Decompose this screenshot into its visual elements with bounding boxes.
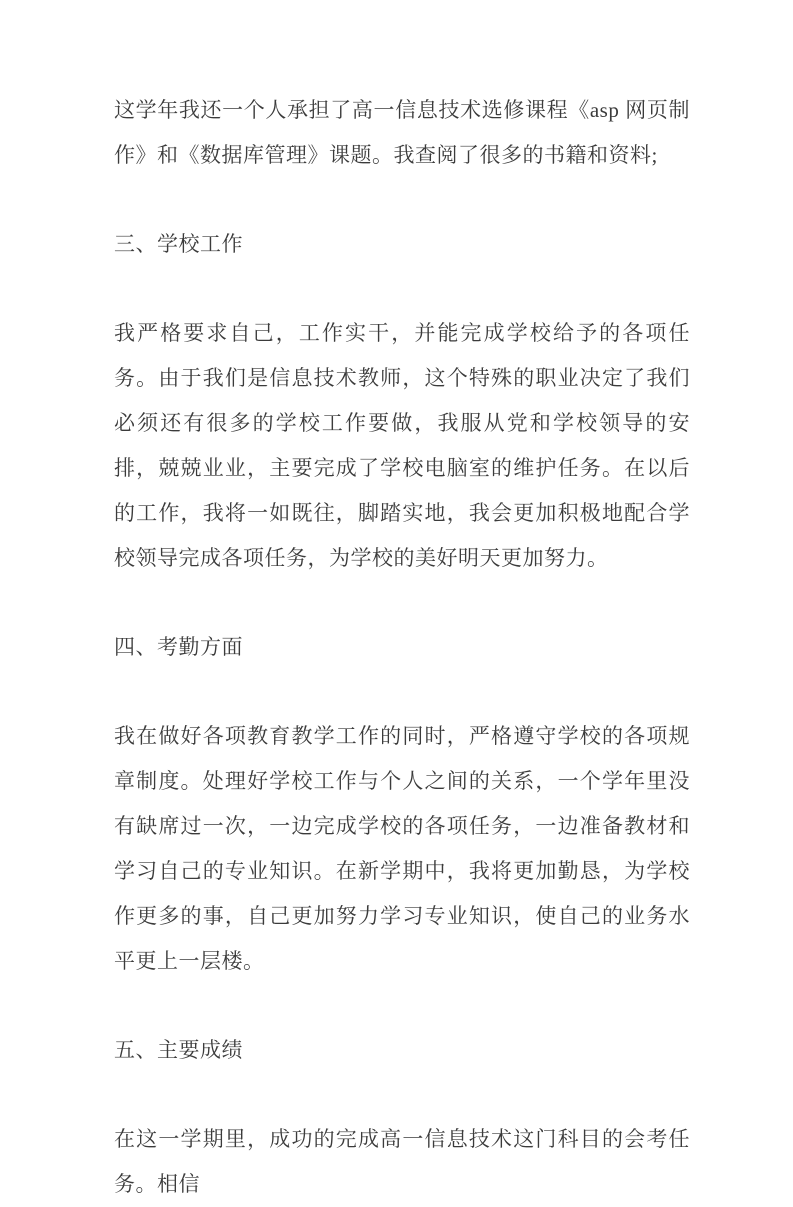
document-body — [114, 88, 690, 1207]
section-heading: 四、考勤方面 — [114, 635, 243, 659]
section-heading: 五、主要成绩 — [114, 1038, 243, 1062]
document-paragraph: 这学年我还一个人承担了高一信息技术选修课程《asp 网页制作》和《数据库管理》课题。我查阅了很多的书籍和资料; — [114, 98, 690, 167]
section-heading: 三、学校工作 — [114, 232, 243, 256]
document-paragraph: 在这一学期里，成功的完成高一信息技术这门科目的会考任务。相信 — [114, 1127, 690, 1196]
document-paragraph: 我在做好各项教育教学工作的同时，严格遵守学校的各项规章制度。处理好学校工作与个人之间的关系，一个学年里没有缺席过一次，一边完成学校的各项任务，一边准备教材和学习自己的专业知识。在新学期中，我将更加勤恳，为学校作更多的事，自己更加努力学习专业知识，使自己的业务水平更上一层楼。 — [114, 724, 690, 973]
document-paragraph: 我严格要求自己，工作实干，并能完成学校给予的各项任务。由于我们是信息技术教师，这个特殊的职业决定了我们必须还有很多的学校工作要做，我服从党和学校领导的安排，兢兢业业，主要完成了学校电脑室的维护任务。在以后的工作，我将一如既往，脚踏实地，我会更加积极地配合学校领导完成各项任务，为学校的美好明天更加努力。 — [114, 321, 690, 570]
